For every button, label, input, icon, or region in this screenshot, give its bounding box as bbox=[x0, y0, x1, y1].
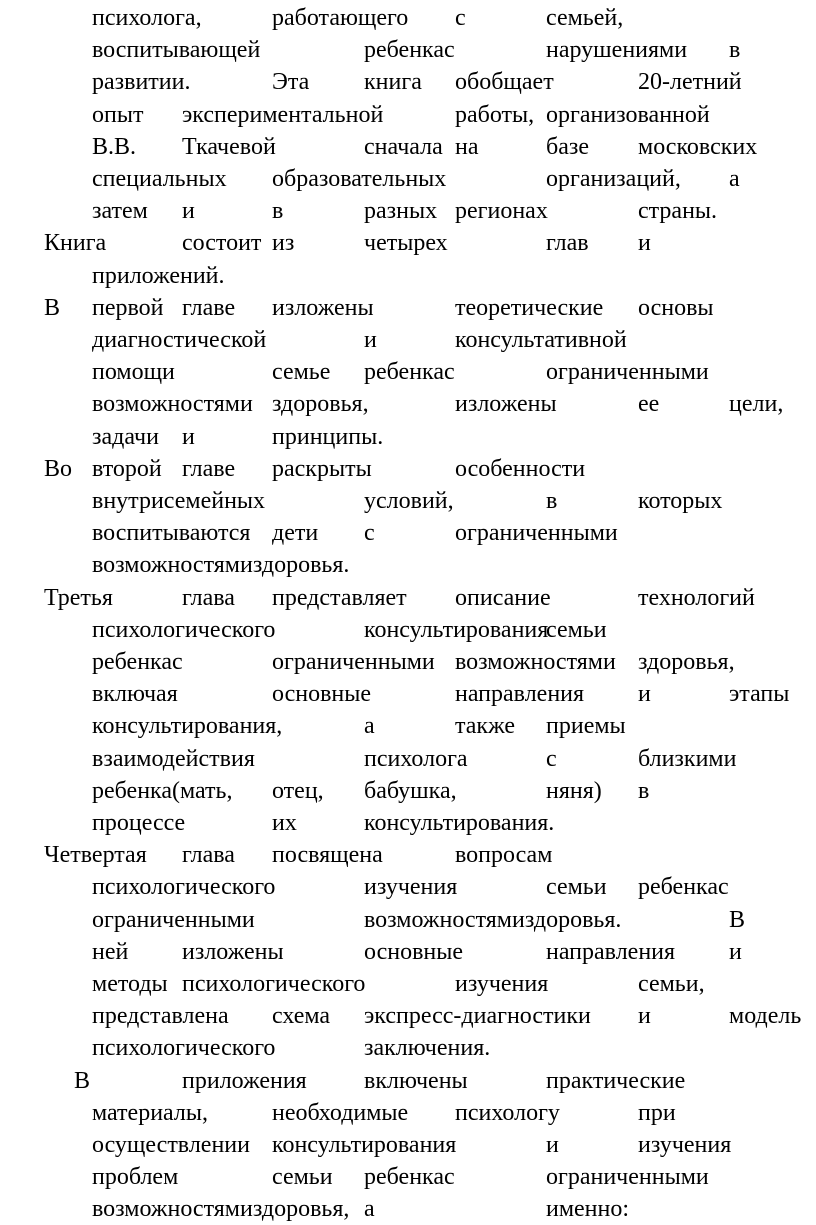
word: ограниченными bbox=[546, 359, 709, 386]
word: изложены bbox=[182, 938, 284, 965]
text-line bbox=[0, 775, 816, 807]
word: консультирования, bbox=[92, 713, 283, 740]
word: глав bbox=[546, 230, 589, 257]
word: возможностямиздоровья. bbox=[364, 906, 622, 933]
word: осуществлении bbox=[92, 1132, 250, 1158]
word: направления bbox=[455, 681, 585, 708]
word: возможностямиздоровья. bbox=[92, 552, 350, 579]
word: развитии. bbox=[92, 69, 191, 96]
text-line bbox=[0, 1000, 816, 1032]
word: базе bbox=[546, 133, 589, 160]
word: основы bbox=[638, 294, 714, 321]
word: здоровья, bbox=[272, 391, 369, 418]
word: работы, bbox=[455, 101, 535, 128]
text-line bbox=[0, 131, 816, 163]
word: Эта bbox=[272, 69, 310, 96]
word: и bbox=[182, 198, 195, 225]
word: Во bbox=[44, 455, 73, 482]
word: их bbox=[272, 810, 297, 836]
word: первой bbox=[92, 294, 164, 321]
word: ребенкас bbox=[364, 37, 455, 64]
word: семье bbox=[272, 359, 331, 386]
word: В bbox=[74, 1067, 91, 1094]
text-line bbox=[0, 871, 816, 903]
word: экспресс-диагностики bbox=[364, 1003, 591, 1030]
text-line bbox=[0, 260, 816, 292]
word: обобщает bbox=[455, 69, 554, 96]
word: главе bbox=[182, 294, 236, 321]
text-line bbox=[0, 163, 816, 195]
word: заключения. bbox=[364, 1035, 491, 1062]
word: ребенкас bbox=[364, 1164, 455, 1191]
word: изложены bbox=[272, 294, 374, 321]
word: и bbox=[182, 423, 195, 450]
word: ее bbox=[638, 391, 660, 418]
word: семьи bbox=[272, 1164, 333, 1191]
word: опыт bbox=[92, 101, 144, 128]
word: В.В. bbox=[92, 133, 137, 160]
word: экспериментальной bbox=[182, 101, 384, 128]
word: проблем bbox=[92, 1164, 179, 1191]
text-line bbox=[0, 1129, 816, 1161]
word: процессе bbox=[92, 810, 186, 836]
word: регионах bbox=[455, 198, 548, 225]
word: затем bbox=[92, 198, 148, 225]
word: с bbox=[364, 520, 375, 547]
word: возможностями bbox=[455, 649, 616, 675]
word: образовательных bbox=[272, 166, 447, 192]
word: включая bbox=[92, 681, 178, 708]
word: а bbox=[364, 713, 375, 740]
word: В bbox=[44, 294, 61, 321]
text-line bbox=[0, 324, 816, 356]
word: Третья bbox=[44, 584, 113, 611]
text-line bbox=[0, 227, 816, 259]
word: помощи bbox=[92, 359, 175, 386]
word: этапы bbox=[729, 681, 790, 708]
word: при bbox=[638, 1099, 676, 1126]
word: основные bbox=[272, 681, 372, 708]
word: четырех bbox=[364, 230, 448, 257]
word: ребенкас bbox=[364, 359, 455, 386]
word: консультативной bbox=[455, 327, 627, 353]
text-line bbox=[0, 1097, 816, 1129]
word: консультирования bbox=[364, 616, 549, 643]
word: семьей, bbox=[546, 5, 624, 31]
word: ней bbox=[92, 938, 129, 965]
word: и bbox=[638, 1003, 651, 1030]
word: а bbox=[729, 166, 740, 192]
word: и bbox=[364, 327, 377, 353]
word: и bbox=[546, 1132, 559, 1158]
text-line bbox=[0, 1065, 816, 1097]
text-line bbox=[0, 1161, 816, 1193]
text-line bbox=[0, 839, 816, 871]
word: психолога bbox=[364, 745, 468, 772]
word: ограниченными bbox=[272, 649, 435, 675]
word: раскрыты bbox=[272, 455, 372, 482]
word: представлена bbox=[92, 1003, 229, 1030]
word: методы bbox=[92, 971, 168, 997]
text-line bbox=[0, 936, 816, 968]
word: изучения bbox=[364, 874, 458, 901]
text-line bbox=[0, 2, 816, 34]
word: состоит bbox=[182, 230, 262, 257]
word: задачи bbox=[92, 423, 159, 450]
word: с bbox=[455, 5, 466, 31]
word: посвящена bbox=[272, 842, 383, 869]
word: возможностями bbox=[92, 391, 253, 418]
word: разных bbox=[364, 198, 438, 225]
word: именно: bbox=[546, 1196, 630, 1223]
text-line bbox=[0, 678, 816, 710]
word: схема bbox=[272, 1003, 331, 1030]
word: изучения bbox=[638, 1132, 732, 1158]
word: близкими bbox=[638, 745, 737, 772]
word: в bbox=[272, 198, 284, 225]
word: няня) bbox=[546, 777, 602, 804]
word: здоровья, bbox=[638, 649, 735, 675]
word: с bbox=[546, 745, 557, 772]
word: глава bbox=[182, 842, 235, 869]
word: книга bbox=[364, 69, 422, 96]
text-line bbox=[0, 807, 816, 839]
text-line bbox=[0, 34, 816, 66]
word: психологу bbox=[455, 1099, 560, 1126]
word: включены bbox=[364, 1067, 468, 1094]
word: необходимые bbox=[272, 1099, 409, 1126]
word: глава bbox=[182, 584, 235, 611]
text-line bbox=[0, 646, 816, 678]
word: приложений. bbox=[92, 262, 225, 289]
word: теоретические bbox=[455, 294, 604, 321]
text-line bbox=[0, 549, 816, 581]
word: дети bbox=[272, 520, 319, 547]
word: семьи bbox=[546, 616, 607, 643]
word: и bbox=[638, 230, 651, 257]
word: практические bbox=[546, 1067, 686, 1094]
word: нарушениями bbox=[546, 37, 688, 64]
word: а bbox=[364, 1196, 375, 1223]
word: представляет bbox=[272, 584, 407, 611]
text-line bbox=[0, 968, 816, 1000]
word: технологий bbox=[638, 584, 755, 611]
word: направления bbox=[546, 938, 676, 965]
word: внутрисемейных bbox=[92, 488, 266, 514]
word: консультирования bbox=[272, 1132, 457, 1158]
word: организаций, bbox=[546, 166, 681, 192]
text-line bbox=[0, 421, 816, 453]
text-line bbox=[0, 614, 816, 646]
word: особенности bbox=[455, 455, 586, 482]
word: взаимодействия bbox=[92, 745, 255, 772]
word: В bbox=[729, 906, 746, 933]
text-line bbox=[0, 292, 816, 324]
word: возможностямиздоровья, bbox=[92, 1196, 350, 1223]
word: и bbox=[729, 938, 742, 965]
word: ребенкас bbox=[638, 874, 729, 901]
word: работающего bbox=[272, 5, 409, 31]
word: приложения bbox=[182, 1067, 307, 1094]
word: Книга bbox=[44, 230, 107, 257]
word: воспитываются bbox=[92, 520, 251, 547]
word: второй bbox=[92, 455, 162, 482]
word: цели, bbox=[729, 391, 784, 418]
word: ребенкас bbox=[92, 649, 183, 675]
word: Четвертая bbox=[44, 842, 147, 869]
word: московских bbox=[638, 133, 758, 160]
text-line bbox=[0, 388, 816, 420]
word: ограниченными bbox=[546, 1164, 709, 1191]
word: психологического bbox=[92, 616, 276, 643]
word: психологического bbox=[92, 1035, 276, 1062]
word: и bbox=[638, 681, 651, 708]
text-line bbox=[0, 356, 816, 388]
word: изучения bbox=[455, 971, 549, 997]
word: отец, bbox=[272, 777, 324, 804]
text-line bbox=[0, 1032, 816, 1064]
word: на bbox=[455, 133, 479, 160]
word: в bbox=[546, 488, 558, 514]
word: приемы bbox=[546, 713, 626, 740]
word: ребенка(мать, bbox=[92, 777, 233, 804]
text-line bbox=[0, 582, 816, 614]
word: материалы, bbox=[92, 1099, 209, 1126]
word: психологического bbox=[182, 971, 366, 997]
text-line bbox=[0, 743, 816, 775]
word: принципы. bbox=[272, 423, 384, 450]
word: бабушка, bbox=[364, 777, 457, 804]
text-line bbox=[0, 517, 816, 549]
word: семьи bbox=[546, 874, 607, 901]
word: вопросам bbox=[455, 842, 553, 869]
word: семьи, bbox=[638, 971, 705, 997]
text-line bbox=[0, 904, 816, 936]
word: из bbox=[272, 230, 295, 257]
text-line bbox=[0, 66, 816, 98]
word: также bbox=[455, 713, 516, 740]
text-line bbox=[0, 195, 816, 227]
word: в bbox=[638, 777, 650, 804]
word: диагностической bbox=[92, 327, 267, 353]
word: описание bbox=[455, 584, 551, 611]
text-line bbox=[0, 485, 816, 517]
word: консультирования. bbox=[364, 810, 555, 836]
text-line bbox=[0, 710, 816, 742]
text-line bbox=[0, 99, 816, 131]
word: в bbox=[729, 37, 741, 64]
word: условий, bbox=[364, 488, 454, 514]
word: основные bbox=[364, 938, 464, 965]
word: страны. bbox=[638, 198, 718, 225]
text-line bbox=[0, 1193, 816, 1225]
word: которых bbox=[638, 488, 723, 514]
word: сначала bbox=[364, 133, 443, 160]
word: 20-летний bbox=[638, 69, 742, 96]
word: модель bbox=[729, 1003, 802, 1030]
word: организованной bbox=[546, 101, 710, 128]
word: ограниченными bbox=[92, 906, 255, 933]
word: главе bbox=[182, 455, 236, 482]
word: психологического bbox=[92, 874, 276, 901]
word: ограниченными bbox=[455, 520, 618, 547]
word: изложены bbox=[455, 391, 557, 418]
word: воспитывающей bbox=[92, 37, 261, 64]
word: специальных bbox=[92, 166, 227, 192]
word: Ткачевой bbox=[182, 133, 276, 160]
word: психолога, bbox=[92, 5, 202, 31]
text-line bbox=[0, 453, 816, 485]
